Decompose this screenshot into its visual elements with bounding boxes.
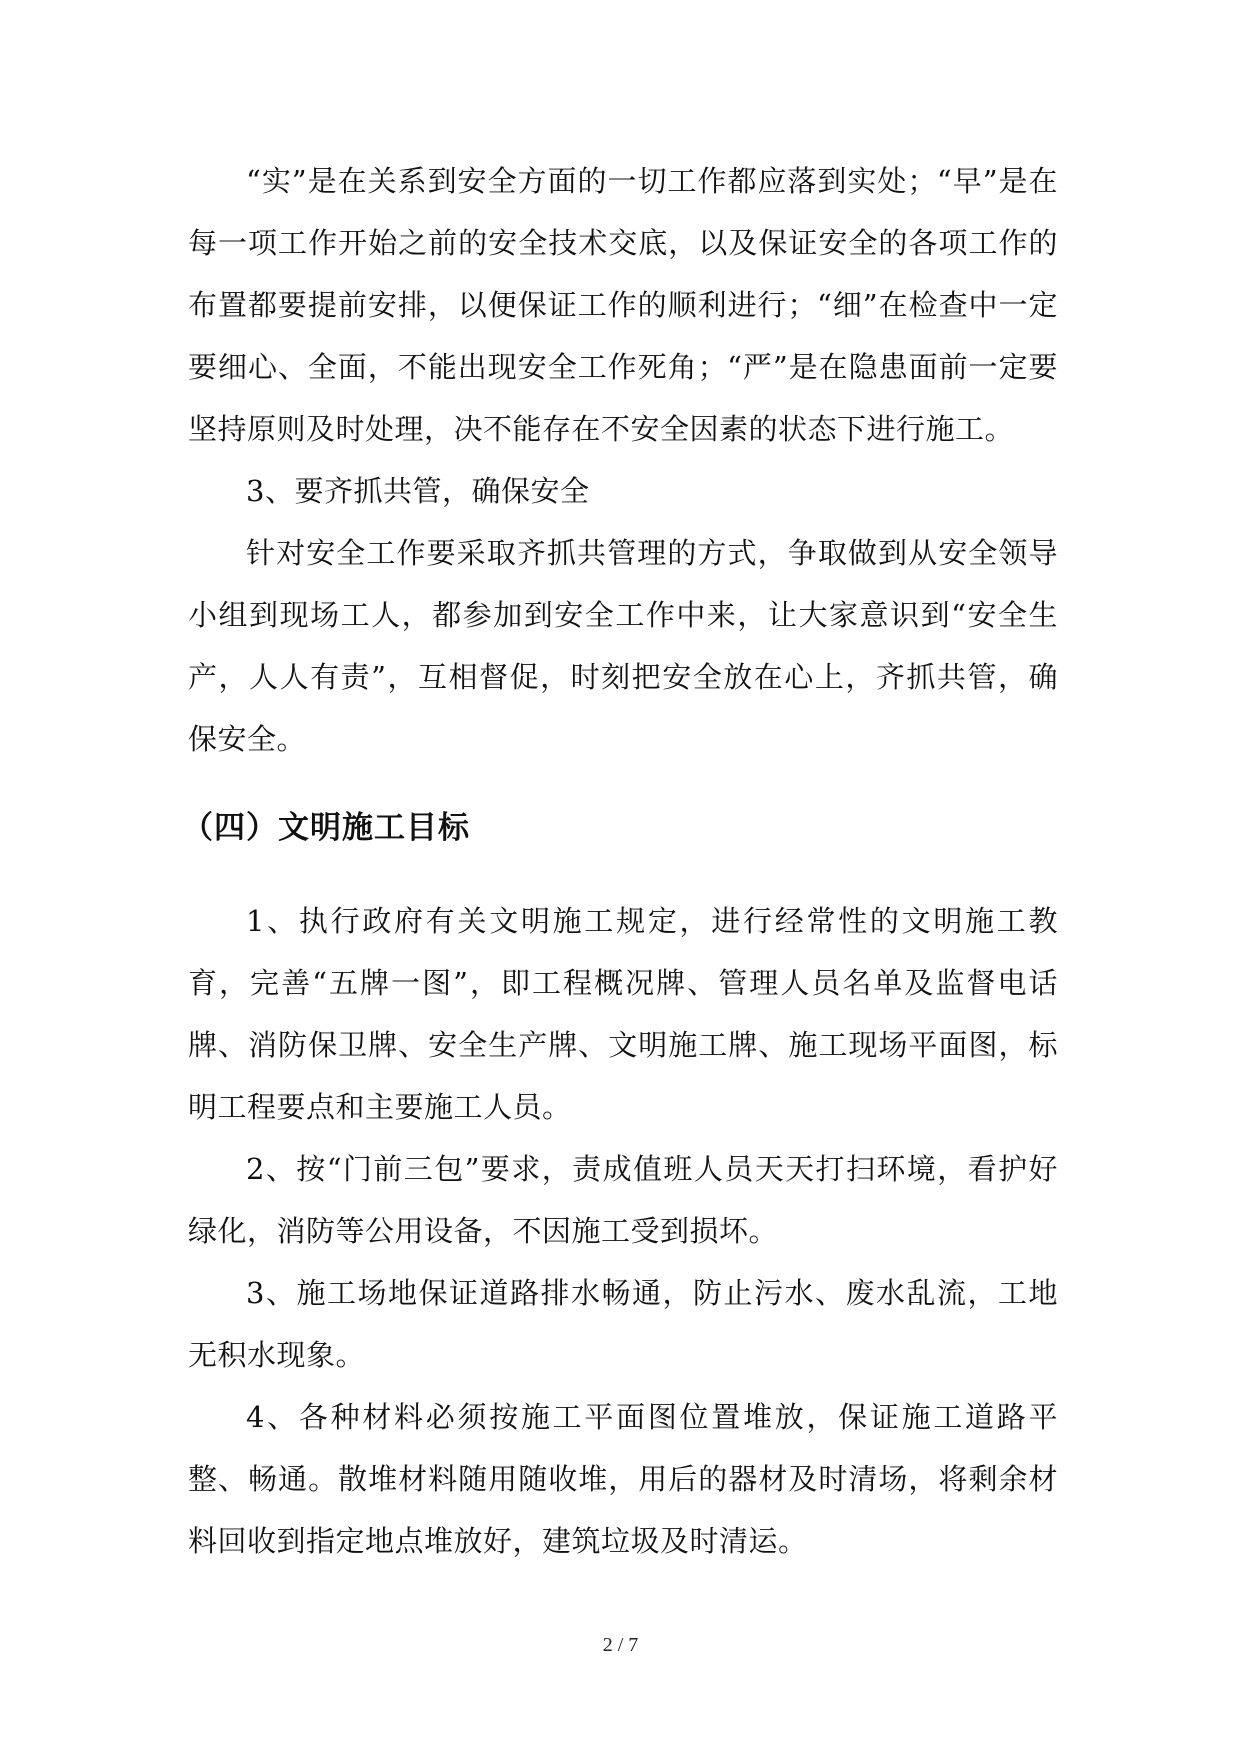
paragraph-civilized-item-1: 1、执行政府有关文明施工规定，进行经常性的文明施工教育，完善“五牌一图”，即工程概况牌、管理人员名单及监督电话牌、消防保卫牌、安全生产牌、文明施工牌、施工现场平面图，标明工程要点和主要施工人员。 <box>188 904 1058 1124</box>
paragraph-safety-principles: “实”是在关系到安全方面的一切工作都应落到实处；“早”是在每一项工作开始之前的安全技术交底，以及保证安全的各项工作的布置都要提前安排，以便保证工作的顺利进行；“细”在检查中一定要细心、全面，不能出现安全工作死角；“严”是在隐患面前一定要坚持原则及时处理，决不能存在不安全因素的状态下进行施工。 <box>188 164 1058 446</box>
paragraph-item-3-title: 3、要齐抓共管，确保安全 <box>246 474 590 508</box>
paragraph-joint-management: 针对安全工作要采取齐抓共管理的方式，争取做到从安全领导小组到现场工人，都参加到安全工作中来，让大家意识到“安全生产，人人有责”，互相督促，时刻把安全放在心上，齐抓共管，确保安全。 <box>188 536 1058 756</box>
paragraph-civilized-item-2: 2、按“门前三包”要求，责成值班人员天天打扫环境，看护好绿化，消防等公用设备，不因施工受到损坏。 <box>188 1152 1058 1248</box>
paragraph-civilized-item-4: 4、各种材料必须按施工平面图位置堆放，保证施工道路平整、畅通。散堆材料随用随收堆，用后的器材及时清场，将剩余材料回收到指定地点堆放好，建筑垃圾及时清运。 <box>188 1400 1058 1558</box>
page-number: 2 / 7 <box>602 1634 639 1656</box>
section-heading: （四）文明施工目标 <box>182 810 470 846</box>
paragraph-civilized-item-3: 3、施工场地保证道路排水畅通，防止污水、废水乱流，工地无积水现象。 <box>188 1276 1058 1372</box>
document-body <box>182 150 1058 1572</box>
